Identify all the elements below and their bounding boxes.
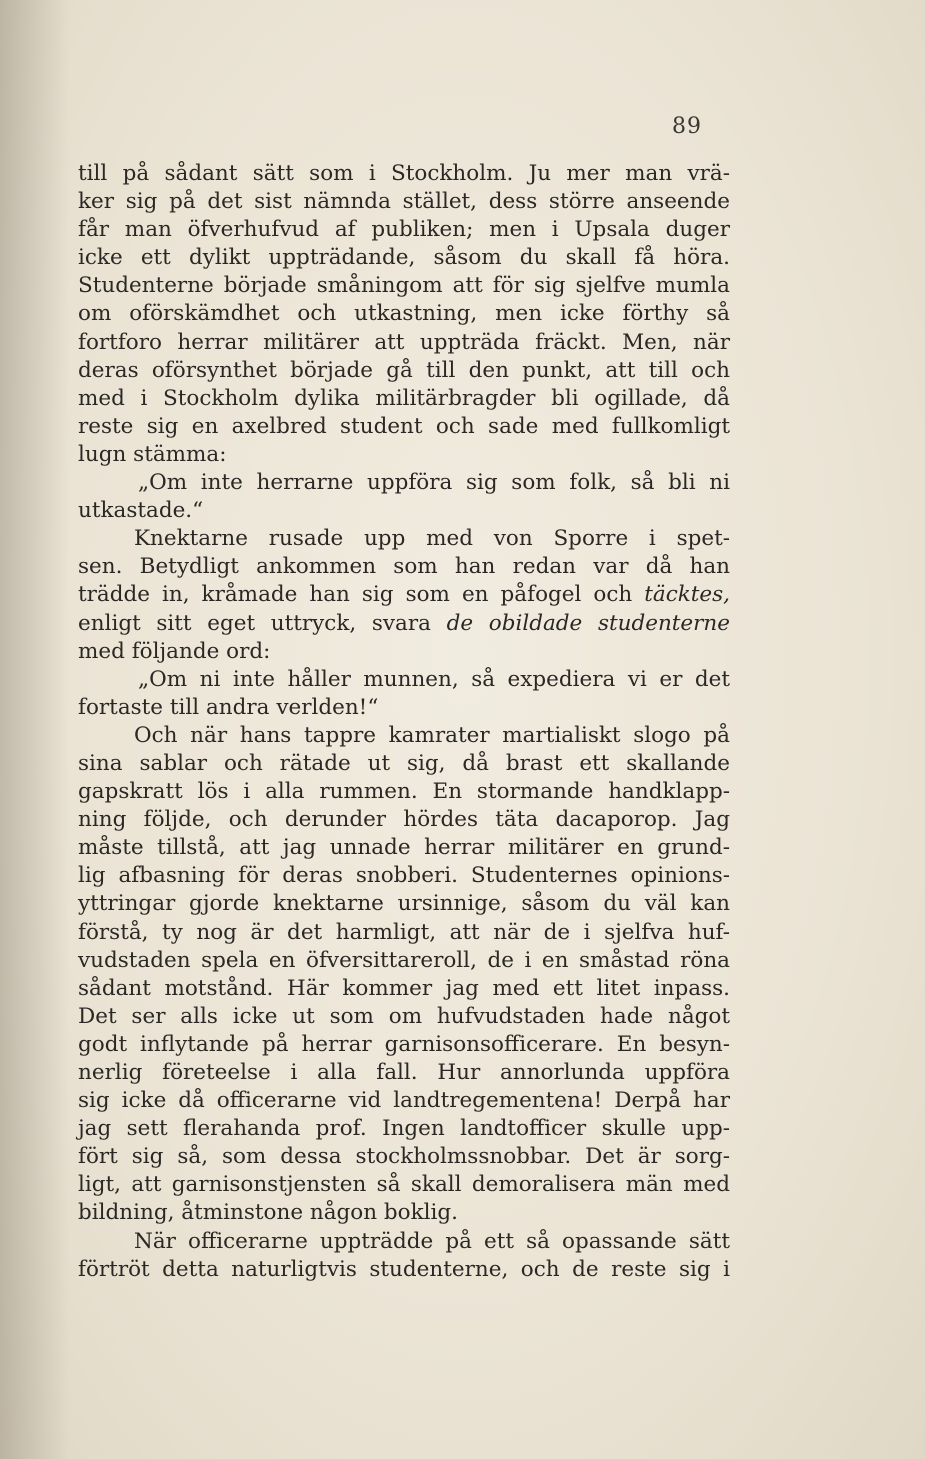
text-line-italic: de obildade studenterne bbox=[446, 610, 731, 636]
text-line-plain: enligt sitt eget uttryck, svara bbox=[78, 610, 447, 636]
text-line: sådant motstånd. Här kommer jag med ett litet inpass. bbox=[78, 975, 730, 1001]
text-line: ker sig på det sist nämnda stället, dess större anseende bbox=[78, 189, 730, 215]
text-line: förtröt detta naturligtvis studenterne, och de reste sig i bbox=[78, 1256, 730, 1282]
text-line: vudstaden spela en öfversittareroll, de i en småstad röna bbox=[78, 947, 730, 973]
text-line: gapskratt lös i alla rummen. En stormande handklapp- bbox=[78, 779, 730, 805]
text-line: ning följde, och derunder hördes täta dacaporop. Jag bbox=[78, 807, 730, 833]
text-line: sen. Betydligt ankommen som han redan var då han bbox=[78, 554, 730, 580]
text-line: sina sablar och rätade ut sig, då brast ett skallande bbox=[78, 750, 730, 776]
text-line: deras oförsynthet började gå till den punkt, att till och bbox=[78, 357, 730, 383]
text-line: Knektarne rusade upp med von Sporre i spet- bbox=[134, 526, 730, 552]
text-line: får man öfverhufvud af publiken; men i Upsala duger bbox=[78, 217, 730, 243]
body-text bbox=[78, 160, 730, 1284]
text-line: med i Stockholm dylika militärbragder bli ogillade, då bbox=[78, 385, 730, 411]
binding-shadow bbox=[0, 0, 70, 1459]
text-line: Studenterne började småningom att för sig sjelfve mumla bbox=[78, 273, 730, 299]
text-line: Och när hans tappre kamrater martialiskt slogo på bbox=[134, 722, 730, 748]
text-line: Det ser alls icke ut som om hufvudstaden hade något bbox=[78, 1003, 730, 1029]
text-line: till på sådant sätt som i Stockholm. Ju mer man vrä- bbox=[78, 161, 730, 186]
text-line: fortaste till andra verlden!“ bbox=[78, 694, 379, 720]
text-line: jag sett flerahanda prof. Ingen landtofficer skulle upp- bbox=[78, 1116, 730, 1142]
text-line: förstå, ty nog är det harmligt, att när de i sjelfva huf- bbox=[78, 919, 730, 945]
text-line: „Om ni inte håller munnen, så expediera vi er det bbox=[138, 666, 730, 692]
text-line: utkastade.“ bbox=[78, 498, 204, 524]
text-line: bildning, åtminstone någon boklig. bbox=[78, 1200, 459, 1226]
text-line: ligt, att garnisonstjensten så skall demoralisera män med bbox=[78, 1172, 730, 1198]
page-number: 89 bbox=[672, 114, 702, 139]
text-line: nerlig företeelse i alla fall. Hur annorlunda uppföra bbox=[78, 1060, 730, 1085]
text-line-plain: trädde in, kråmade han sig som en påfogel och bbox=[78, 582, 645, 608]
text-line bbox=[78, 610, 730, 638]
text-line-italic: täcktes, bbox=[644, 582, 730, 608]
text-line: yttringar gjorde knektarne ursinnige, såsom du väl kan bbox=[78, 891, 730, 917]
text-line: icke ett dylikt uppträdande, såsom du skall få höra. bbox=[78, 245, 730, 271]
text-line: om oförskämdhet och utkastning, men icke förthy så bbox=[78, 301, 730, 327]
text-line: fört sig så, som dessa stockholmssnobbar. Det är sorg- bbox=[78, 1144, 730, 1170]
text-line: lugn stämma: bbox=[78, 441, 227, 467]
text-line: När officerarne uppträdde på ett så opassande sätt bbox=[134, 1228, 730, 1254]
text-line: fortforo herrar militärer att uppträda fräckt. Men, när bbox=[78, 329, 730, 355]
text-line: „Om inte herrarne uppföra sig som folk, så bli ni bbox=[138, 470, 730, 496]
text-line: måste tillstå, att jag unnade herrar militärer en grund- bbox=[78, 835, 730, 861]
text-line bbox=[78, 581, 730, 609]
text-line: godt inflytande på herrar garnisonsofficerare. En besyn- bbox=[78, 1031, 730, 1057]
text-line: med följande ord: bbox=[78, 638, 271, 664]
text-line: sig icke då officerarne vid landtregementena! Derpå har bbox=[78, 1088, 730, 1114]
text-line: reste sig en axelbred student och sade med fullkomligt bbox=[78, 413, 730, 439]
text-line: lig afbasning för deras snobberi. Studenternes opinions- bbox=[78, 863, 730, 889]
